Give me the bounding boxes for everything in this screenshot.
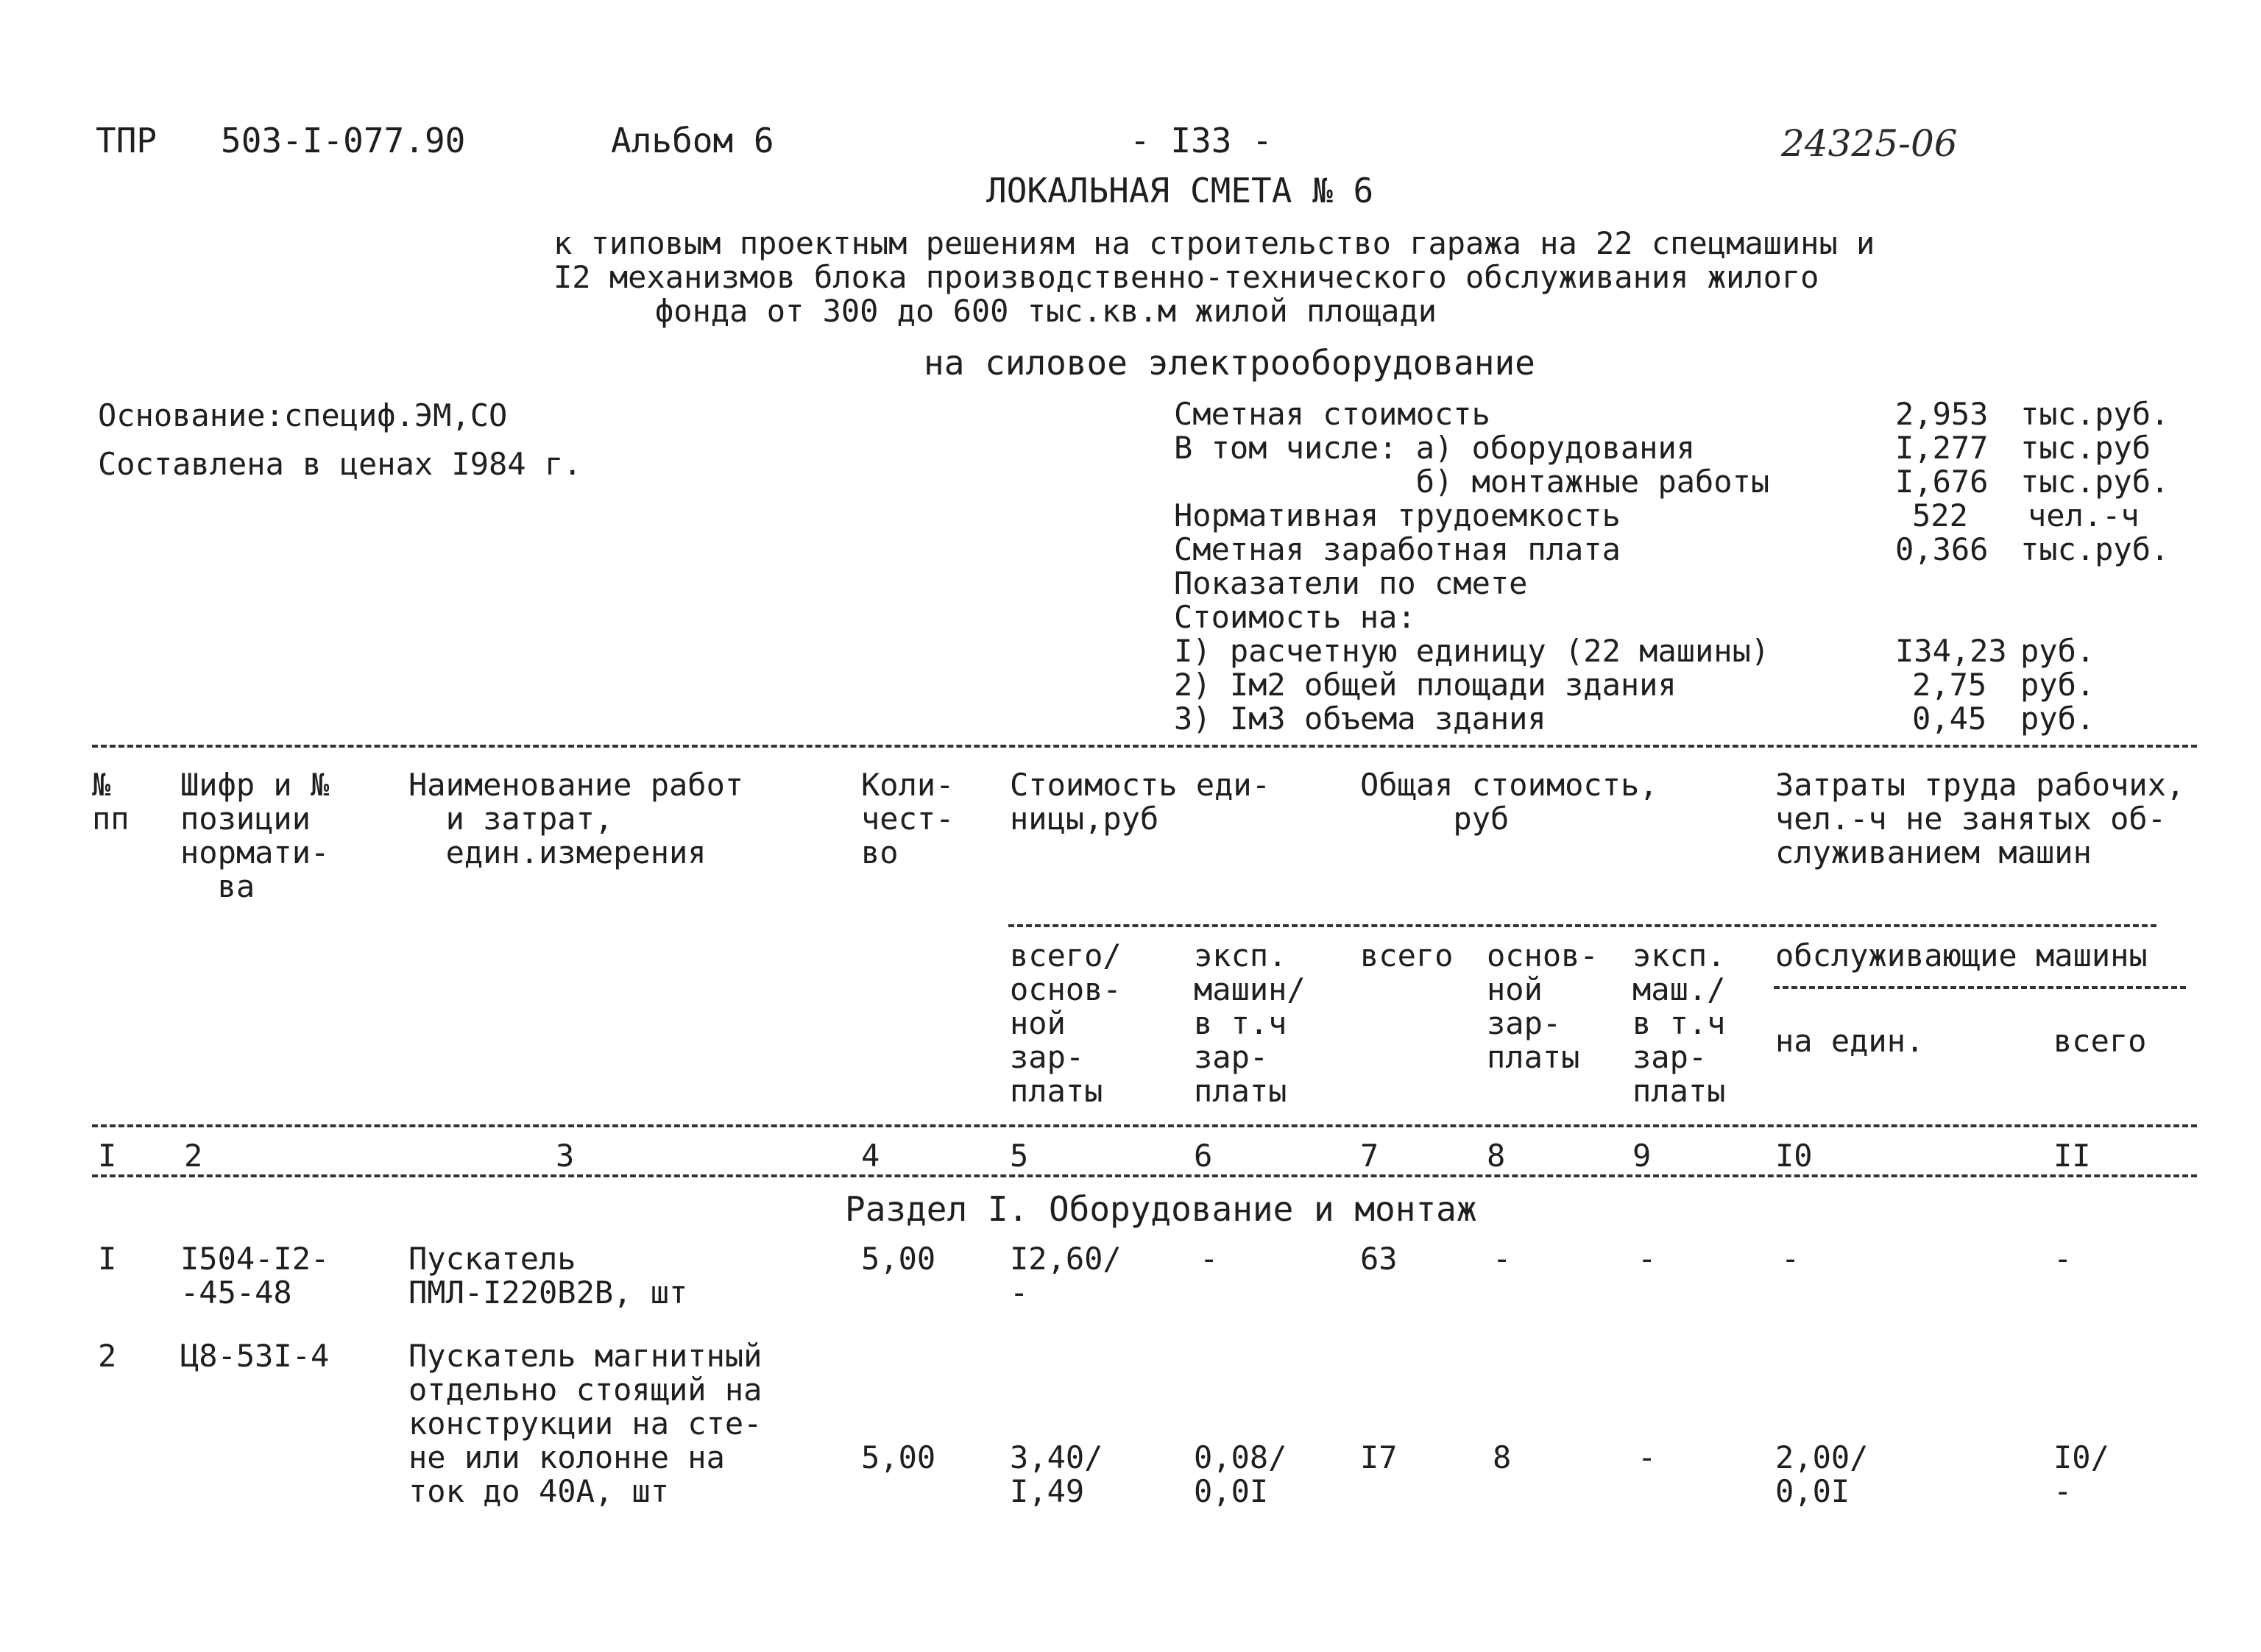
col-header-total-base-wage: основ- ной зар- платы bbox=[1487, 937, 1599, 1075]
summary-label: Сметная стоимость bbox=[1174, 396, 1490, 432]
col-header-quantity: Коли- чест- во bbox=[861, 767, 955, 871]
col-header-total-cost: Общая стоимость, руб bbox=[1360, 767, 1658, 837]
summary-value: I34,23 bbox=[1895, 633, 2007, 669]
row-labor-total: I0/ - bbox=[2053, 1439, 2109, 1509]
inventory-number: 24325-06 bbox=[1781, 122, 1958, 165]
row-number: I bbox=[98, 1241, 117, 1277]
row-labor-total: - bbox=[2053, 1241, 2073, 1277]
labor-subheader-rule bbox=[1774, 986, 2186, 989]
album-label: Альбом 6 bbox=[611, 121, 774, 160]
row-unit-total: 3,40/ I,49 bbox=[1010, 1439, 1103, 1509]
col-header-unit-total: всего/ основ- ной зар- платы bbox=[1010, 937, 1122, 1109]
summary-label: В том числе: а) оборудования bbox=[1174, 430, 1696, 466]
row-labor-per-unit: 2,00/ 0,0I bbox=[1775, 1439, 1869, 1509]
col-header-unit-cost: Стоимость еди- ницы,руб bbox=[1010, 767, 1271, 837]
row-unit-machines: - bbox=[1200, 1241, 1219, 1277]
summary-unit: руб. bbox=[2020, 667, 2095, 703]
title-line-2: I2 механизмов блока производственно-технического обслуживания жилого bbox=[553, 259, 1819, 295]
column-numbers-rule bbox=[92, 1174, 2197, 1177]
estimate-subject: на силовое электрооборудование bbox=[924, 343, 1535, 383]
row-total: I7 bbox=[1360, 1439, 1398, 1475]
summary-unit: руб. bbox=[2020, 701, 2095, 737]
summary-unit: руб. bbox=[2020, 633, 2095, 669]
row-quantity: 5,00 bbox=[861, 1439, 936, 1475]
column-number: 7 bbox=[1360, 1138, 1379, 1174]
column-number: I0 bbox=[1775, 1138, 1813, 1174]
summary-unit: чел.-ч bbox=[2028, 497, 2140, 533]
column-number: 4 bbox=[861, 1138, 880, 1174]
summary-value: 2,75 bbox=[1912, 667, 1987, 703]
basis-line: Основание:специф.ЭМ,СО bbox=[98, 397, 508, 433]
price-level-line: Составлена в ценах I984 г. bbox=[98, 446, 582, 482]
column-number: 3 bbox=[556, 1138, 575, 1174]
summary-label: I) расчетную единицу (22 машины) bbox=[1174, 633, 1770, 669]
summary-value: I,277 bbox=[1895, 430, 1989, 466]
col-header-number: № пп bbox=[92, 767, 130, 837]
summary-label: 2) Iм2 общей площади здания bbox=[1174, 667, 1677, 703]
row-unit-total: I2,60/ - bbox=[1010, 1241, 1122, 1311]
row-total-base-wage: - bbox=[1493, 1241, 1512, 1277]
column-number: 2 bbox=[184, 1138, 203, 1174]
row-total-machines: - bbox=[1638, 1439, 1657, 1475]
summary-unit: тыс.руб. bbox=[2020, 464, 2170, 500]
header-bottom-rule bbox=[92, 1124, 2197, 1127]
summary-label: б) монтажные работы bbox=[1174, 464, 1770, 500]
table-top-rule bbox=[92, 745, 2197, 748]
col-header-labor: Затраты труда рабочих, чел.-ч не занятых об- служиванием машин bbox=[1775, 767, 2185, 871]
summary-label: 3) Iм3 объема здания bbox=[1174, 701, 1546, 737]
row-code: I504-I2- -45-48 bbox=[180, 1241, 330, 1311]
col-header-labor-per-unit: на един. bbox=[1775, 1023, 1925, 1059]
col-header-labor-total: всего bbox=[2053, 1023, 2147, 1059]
summary-label: Нормативная трудоемкость bbox=[1174, 497, 1621, 533]
row-unit-machines: 0,08/ 0,0I bbox=[1194, 1439, 1287, 1509]
summary-value: I,676 bbox=[1895, 464, 1989, 500]
title-line-1: к типовым проектным решениям на строительство гаража на 22 спецмашины и bbox=[553, 225, 1875, 261]
page-number: - I33 - bbox=[1130, 121, 1273, 160]
row-total: 63 bbox=[1360, 1241, 1398, 1277]
column-number: II bbox=[2053, 1138, 2091, 1174]
document-code: 503-I-077.90 bbox=[221, 121, 466, 160]
summary-unit: тыс.руб. bbox=[2020, 396, 2170, 432]
column-number: 6 bbox=[1194, 1138, 1213, 1174]
column-number: 9 bbox=[1632, 1138, 1652, 1174]
summary-value: 2,953 bbox=[1895, 396, 1989, 432]
row-quantity: 5,00 bbox=[861, 1241, 936, 1277]
summary-value: 0,366 bbox=[1895, 531, 1989, 567]
summary-label: Стоимость на: bbox=[1174, 599, 1416, 635]
col-header-code: Шифр и № позиции нормати- ва bbox=[180, 767, 330, 904]
summary-label: Показатели по смете bbox=[1174, 565, 1528, 601]
column-number: 5 bbox=[1010, 1138, 1029, 1174]
col-header-total: всего bbox=[1360, 937, 1454, 974]
summary-unit: тыс.руб bbox=[2020, 430, 2151, 466]
row-total-base-wage: 8 bbox=[1493, 1439, 1512, 1475]
summary-value: 522 bbox=[1912, 497, 1968, 533]
col-header-serving-machines: обслуживающие машины bbox=[1775, 937, 2148, 974]
series-label: ТПР bbox=[96, 121, 158, 160]
col-header-name: Наименование работ и затрат, един.измерения bbox=[408, 767, 744, 871]
row-code: Ц8-53I-4 bbox=[180, 1338, 330, 1374]
column-number: 8 bbox=[1487, 1138, 1506, 1174]
row-total-machines: - bbox=[1638, 1241, 1657, 1277]
column-number: I bbox=[98, 1138, 117, 1174]
subheader-rule bbox=[1008, 924, 2156, 927]
summary-label: Сметная заработная плата bbox=[1174, 531, 1621, 567]
document-title: ЛОКАЛЬНАЯ СМЕТА № 6 bbox=[986, 171, 1374, 210]
row-name: Пускатель магнитный отдельно стоящий на конструкции на сте- не или колонне на ток до 40А, шт bbox=[408, 1338, 762, 1509]
section-title: Раздел I. Оборудование и монтаж bbox=[845, 1189, 1477, 1229]
summary-unit: тыс.руб. bbox=[2020, 531, 2170, 567]
summary-value: 0,45 bbox=[1912, 701, 1987, 737]
row-number: 2 bbox=[98, 1338, 117, 1374]
col-header-total-machines: эксп. маш./ в т.ч зар- платы bbox=[1632, 937, 1726, 1109]
col-header-unit-machines: эксп. машин/ в т.ч зар- платы bbox=[1194, 937, 1306, 1109]
row-name: Пускатель ПМЛ-I220В2В, шт bbox=[408, 1241, 688, 1311]
row-labor-per-unit: - bbox=[1781, 1241, 1800, 1277]
title-line-3: фонда от 300 до 600 тыс.кв.м жилой площади bbox=[655, 293, 1437, 329]
